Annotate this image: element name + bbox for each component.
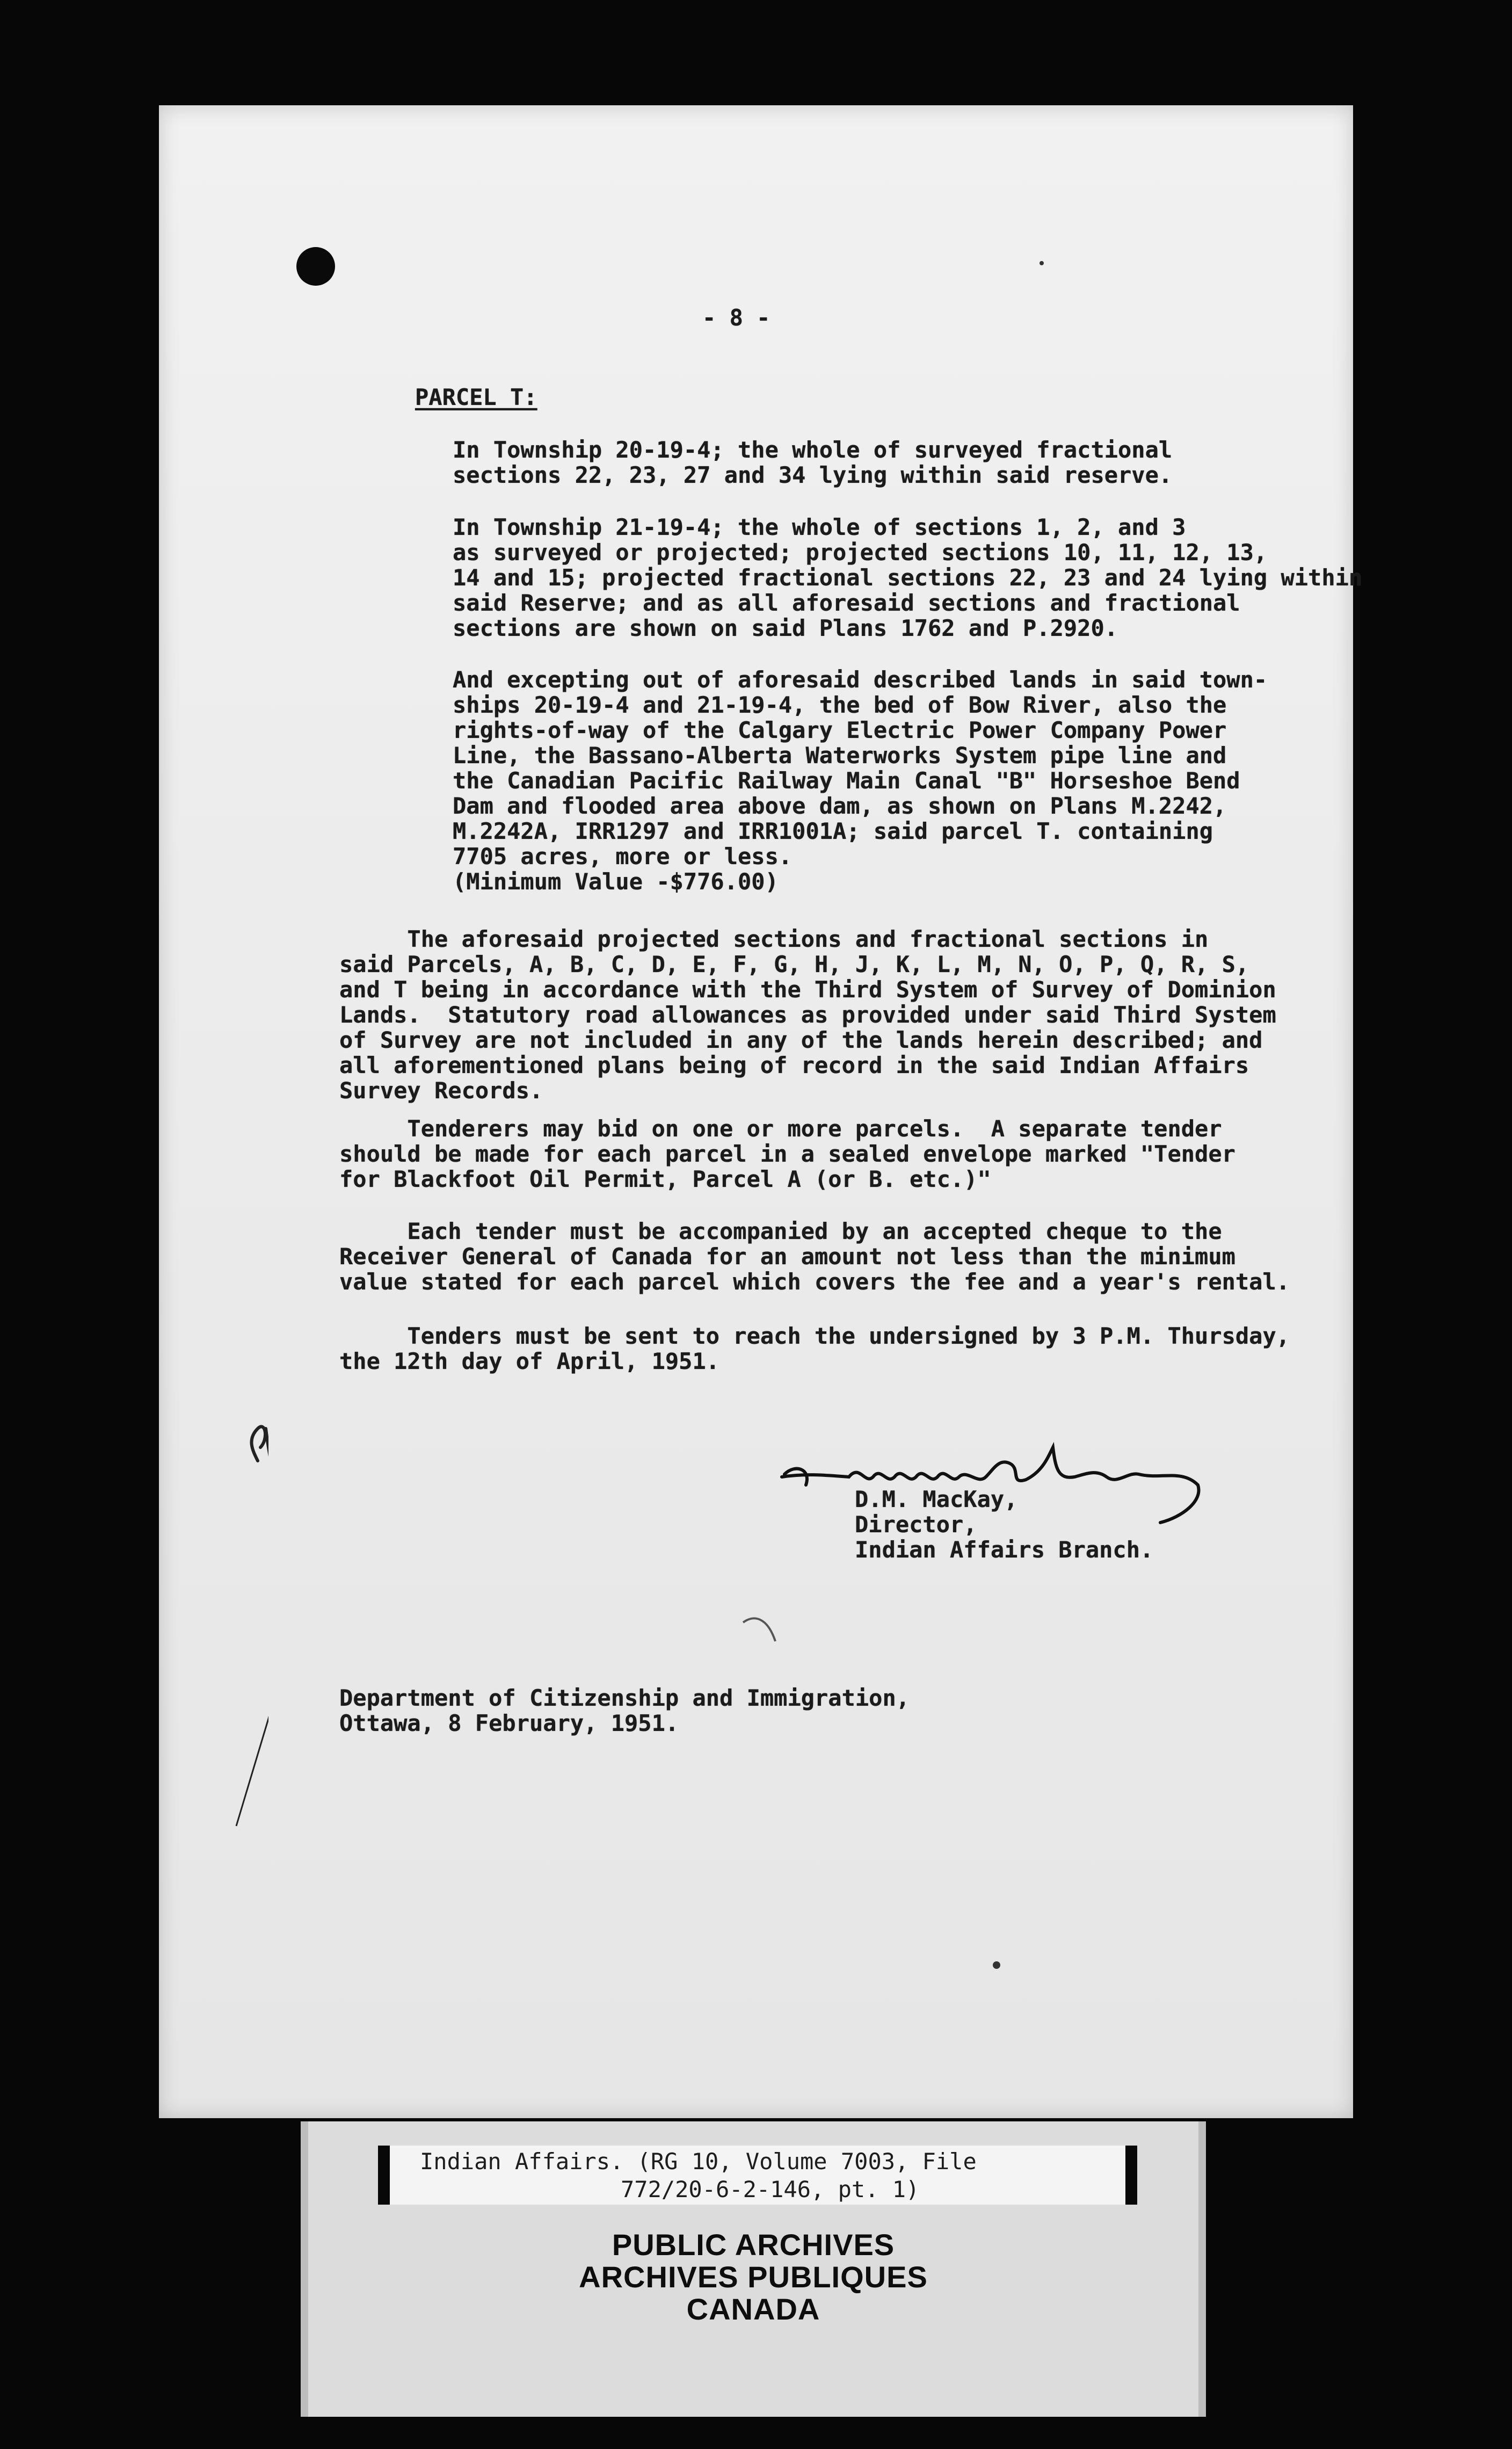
- paragraph-tender-instructions: Tenderers may bid on one or more parcels. A separate tender should be made for each parcel in a sealed envelope marked "Tender for Blackfoot Oil Permit, Parcel A (or B. etc.)": [339, 1115, 1235, 1192]
- handwritten-initials: [0, 1375, 268, 1847]
- punch-hole: [296, 247, 335, 286]
- signature-block: D.M. MacKay, Director, Indian Affairs Branch.: [855, 1486, 1154, 1563]
- archive-country: CANADA: [686, 2292, 820, 2326]
- paragraph-deadline: Tenders must be sent to reach the undersigned by 3 P.M. Thursday, the 12th day of April, 1951.: [339, 1323, 1290, 1374]
- document-page: [159, 105, 1363, 2118]
- ink-speck: [993, 1961, 1000, 1969]
- archive-reference-line2: 772/20-6-2-146, pt. 1): [621, 2176, 920, 2202]
- department-address: Department of Citizenship and Immigration, Ottawa, 8 February, 1951.: [339, 1685, 910, 1736]
- pencil-mark: [738, 1612, 786, 1649]
- archive-reference-line1: Indian Affairs. (RG 10, Volume 7003, File: [420, 2148, 977, 2175]
- archive-label: [301, 2121, 1206, 2417]
- archive-name-english: PUBLIC ARCHIVES: [612, 2228, 895, 2262]
- paragraph-township-21: In Township 21-19-4; the whole of sections 1, 2, and 3 as surveyed or projected; projected sections 10, 11, 12, 13, 14 and 15; projected fractional sections 22, 23 and 24 lying within said Reserve; and as all aforesaid sections and fractional sections are shown on said Plans 1762 and P.2920.: [453, 514, 1363, 641]
- parcel-heading: PARCEL T:: [415, 384, 537, 410]
- paragraph-exceptions: And excepting out of aforesaid described lands in said town- ships 20-19-4 and 21-19-4, the bed of Bow River, also the rights-of-way of the Calgary Electric Power Company Power Line, the Bassano-Alberta Waterworks System pipe line and the Canadian Pacific Railway Main Canal "B" Horseshoe Bend Dam and flooded area above dam, as shown on Plans M.2242, M.2242A, IRR1297 and IRR1001A; said parcel T. containing 7705 acres, more or less. (Minimum Value -$776.00): [453, 666, 1268, 895]
- paragraph-survey-system: The aforesaid projected sections and fractional sections in said Parcels, A, B, C, D, E, F, G, H, J, K, L, M, N, O, P, Q, R, S, and T being in accordance with the Third System of Survey of Dominion Lands. Statutory road allowances as provided under said Third System of Survey are not included in any of the lands herein described; and all aforementioned plans being of record in the said Indian Affairs Survey Records.: [339, 926, 1276, 1104]
- archive-reference-strip: [378, 2146, 1137, 2205]
- paragraph-cheque-requirement: Each tender must be accompanied by an accepted cheque to the Receiver General of Canada for an amount not less than the minimum value stated for each parcel which covers the fee and a year's rental.: [339, 1218, 1290, 1295]
- ink-speck: [1040, 261, 1044, 265]
- paragraph-township-20: In Township 20-19-4; the whole of surveyed fractional sections 22, 23, 27 and 34 lying within said reserve.: [453, 437, 1173, 488]
- archive-name-french: ARCHIVES PUBLIQUES: [579, 2260, 928, 2294]
- page-number: - 8 -: [702, 305, 770, 331]
